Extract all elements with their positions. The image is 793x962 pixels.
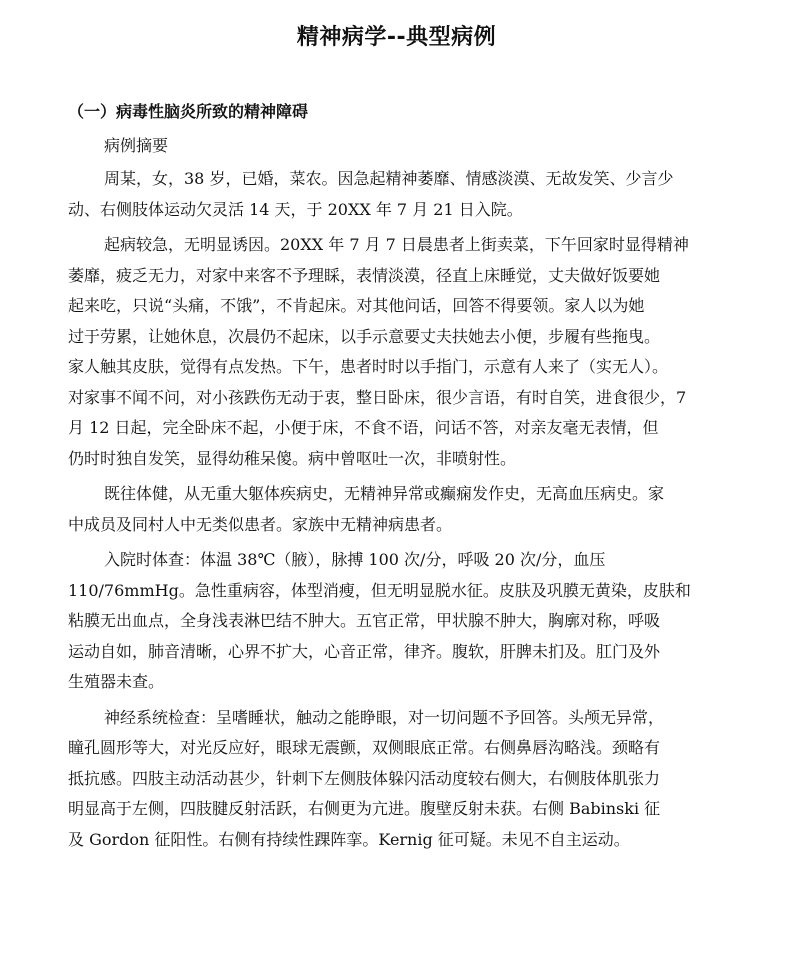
text-line: 周某，女，38 岁，已婚，菜农。因急起精神萎靡、情感淡漠、无故发笑、少言少 xyxy=(104,169,674,188)
paragraph-past-history xyxy=(68,479,723,540)
page-title: 精神病学--典型病例 xyxy=(296,25,497,50)
text-line: 仍时时独自发笑，显得幼稚呆傻。病中曾呕吐一次，非喷射性。 xyxy=(68,448,517,468)
text-line: 起来吃，只说“头痛，不饿”，不肯起床。对其他问话，回答不得要领。家人以为她 xyxy=(68,296,645,315)
paragraph-physical-exam xyxy=(68,545,723,698)
text-line: 月 12 日起，完全卧床不起，小便于床，不食不语，问话不答，对亲友毫无表情，但 xyxy=(68,418,659,437)
text-line: 动、右侧肢体运动欠灵活 14 天，于 20XX 年 7 月 21 日入院。 xyxy=(68,199,523,219)
text-line: 对家事不闻不问，对小孩跌伤无动于衷，整日卧床，很少言语，有时自笑，进食很少，7 xyxy=(68,387,687,407)
text-line: 生殖器未查。 xyxy=(68,672,165,691)
text-line: 110/76mmHg。急性重病容，体型消瘦，但无明显脱水征。皮肤及巩膜无黄染，皮肤和 xyxy=(68,580,691,600)
text-line: 瞳孔圆形等大，对光反应好，眼球无震颤，双侧眼底正常。右侧鼻唇沟略浅。颈略有 xyxy=(68,738,661,757)
text-line: 既往体健，从无重大躯体疾病史，无精神异常或癫痫发作史，无高血压病史。家 xyxy=(104,484,665,503)
text-line: 明显高于左侧，四肢腱反射活跃，右侧更为亢进。腹壁反射未获。右侧 Babinski 征 xyxy=(68,799,661,818)
case-body xyxy=(68,164,723,860)
section-heading: （一）病毒性脑炎所致的精神障碍 xyxy=(68,102,309,121)
text-line: 起病较急，无明显诱因。20XX 年 7 月 7 日晨患者上街卖菜，下午回家时显得精神 xyxy=(104,235,689,254)
text-line: 抵抗感。四肢主动活动甚少，针刺下左侧肢体躲闪活动度较右侧大，右侧肢体肌张力 xyxy=(68,768,661,788)
text-line: 神经系统检查：呈嗜睡状，触动之能睁眼，对一切问题不予回答。头颅无异常， xyxy=(104,707,665,727)
paragraph-present-illness xyxy=(68,230,723,474)
paragraph-neuro-exam xyxy=(68,703,723,856)
text-line: 中成员及同村人中无类似患者。家族中无精神病患者。 xyxy=(68,514,453,534)
case-summary-label: 病例摘要 xyxy=(104,136,169,155)
text-line: 运动自如，肺音清晰，心界不扩大，心音正常，律齐。腹软，肝脾未扪及。肛门及外 xyxy=(68,641,661,661)
paragraph-chief-complaint xyxy=(68,164,723,225)
text-line: 粘膜无出血点，全身浅表淋巴结不肿大。五官正常，甲状腺不肿大，胸廓对称，呼吸 xyxy=(68,611,661,630)
text-line: 家人触其皮肤，觉得有点发热。下午，患者时时以手指门，示意有人来了（实无人）。 xyxy=(68,357,669,376)
text-line: 萎靡，疲乏无力，对家中来客不予理睬，表情淡漠，径直上床睡觉，丈夫做好饭要她 xyxy=(68,265,661,285)
text-line: 及 Gordon 征阳性。右侧有持续性踝阵挛。Kernig 征可疑。未见不自主运动。 xyxy=(68,829,630,849)
text-line: 入院时体查：体温 38℃（腋），脉搏 100 次/分，呼吸 20 次/分，血压 xyxy=(104,550,606,569)
text-line: 过于劳累，让她休息，次晨仍不起床，以手示意要丈夫扶她去小便，步履有些拖曳。 xyxy=(68,326,661,346)
